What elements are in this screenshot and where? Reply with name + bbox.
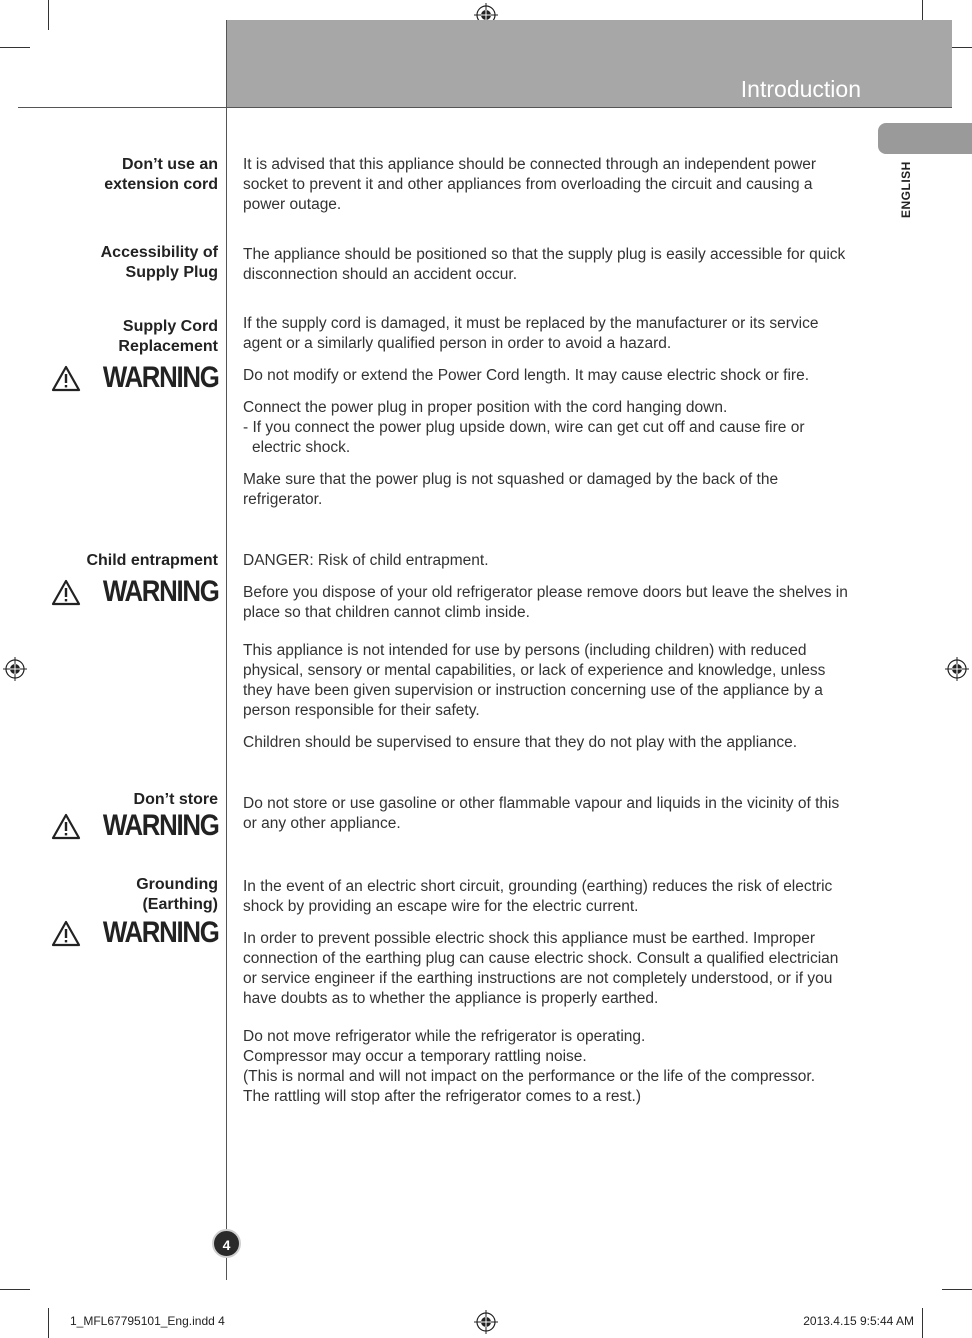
paragraph: In the event of an electric short circuit, grounding (earthing) reduces the risk of electric shock by providing an escape wire for the electric current. [243,878,833,915]
paragraph: DANGER: Risk of child entrapment. [243,552,489,569]
footer-filename: 1_MFL67795101_Eng.indd 4 [70,1314,225,1328]
warning-triangle-icon [51,813,81,840]
language-label: ENGLISH [899,161,913,218]
footer-timestamp: 2013.4.15 9:5:44 AM [803,1314,914,1328]
page-title: Introduction [740,76,861,102]
warning-badge [51,917,219,949]
paragraph: Make sure that the power plug is not squashed or damaged by the back of the refrigerator. [243,471,779,508]
paragraph: If the supply cord is damaged, it must be replaced by the manufacturer or its service agent or a similarly qualified person in order to avoid a hazard. [243,315,819,352]
section-heading-supply-cord: Supply Cord Replacement [118,318,218,355]
column-divider [226,20,227,1280]
paragraph: Children should be supervised to ensure that they do not play with the appliance. [243,734,798,751]
section-heading-dont-store: Don’t store [133,791,218,808]
section-heading-grounding: Grounding (Earthing) [136,876,218,913]
warning-label: WARNING [102,916,218,949]
crop-mark [0,47,30,48]
paragraph: Do not store or use gasoline or other flammable vapour and liquids in the vicinity of this or any other appliance. [243,795,840,832]
warning-label: WARNING [102,809,218,842]
paragraph: It is advised that this appliance should be connected through an independent power socket to prevent it and other appliances from overloading the circuit and causing a power outage. [243,156,817,213]
paragraph: In order to prevent possible electric shock this appliance must be earthed. Improper connection of the earthing plug can cause electric shock. Consult a qualified electrician or service engineer if the earthing instructions are not completely understood, or if you have doubts as to whether the appliance is properly earthed. [243,930,839,1007]
registration-mark-icon [3,657,27,681]
crop-mark [922,1308,923,1338]
section-heading-child: Child entrapment [86,552,218,569]
registration-mark-icon [945,657,969,681]
section-heading-accessibility: Accessibility of Supply Plug [100,244,218,281]
warning-triangle-icon [51,920,81,947]
warning-badge [51,576,219,608]
crop-mark [942,1289,972,1290]
registration-mark-icon [474,1310,498,1334]
crop-mark [48,1308,49,1338]
warning-badge [51,810,219,842]
paragraph: Before you dispose of your old refrigerator please remove doors but leave the shelves in place so that children cannot climb inside. [243,584,848,621]
paragraph: Do not move refrigerator while the refrigerator is operating. Compressor may occur a temporary rattling noise. (This is normal and will not impact on the performance or the life of the compressor. The rattling will stop after the refrigerator comes to a rest.) [243,1028,816,1105]
crop-mark [48,0,49,30]
warning-label: WARNING [102,361,218,394]
warning-triangle-icon [51,579,81,606]
warning-label: WARNING [102,575,218,608]
crop-mark [0,1289,30,1290]
warning-badge [51,362,219,394]
paragraph: Connect the power plug in proper position with the cord hanging down. - If you connect the power plug upside down, wire can get cut off and cause fire or electric shock. [243,399,805,456]
paragraph: Do not modify or extend the Power Cord length. It may cause electric shock or fire. [243,367,810,384]
page-number-badge: 4 [212,1229,241,1258]
section-heading-extension: Don’t use an extension cord [104,156,218,193]
warning-triangle-icon [51,365,81,392]
header-divider [18,107,952,108]
paragraph: The appliance should be positioned so that the supply plug is easily accessible for quick disconnection should an accident occur. [243,246,846,283]
language-tab [878,123,972,154]
paragraph: This appliance is not intended for use by persons (including children) with reduced physical, sensory or mental capabilities, or lack of experience and knowledge, unless they have been given supervision or instruction concerning use of the appliance by a person responsible for their safety. [243,642,826,719]
